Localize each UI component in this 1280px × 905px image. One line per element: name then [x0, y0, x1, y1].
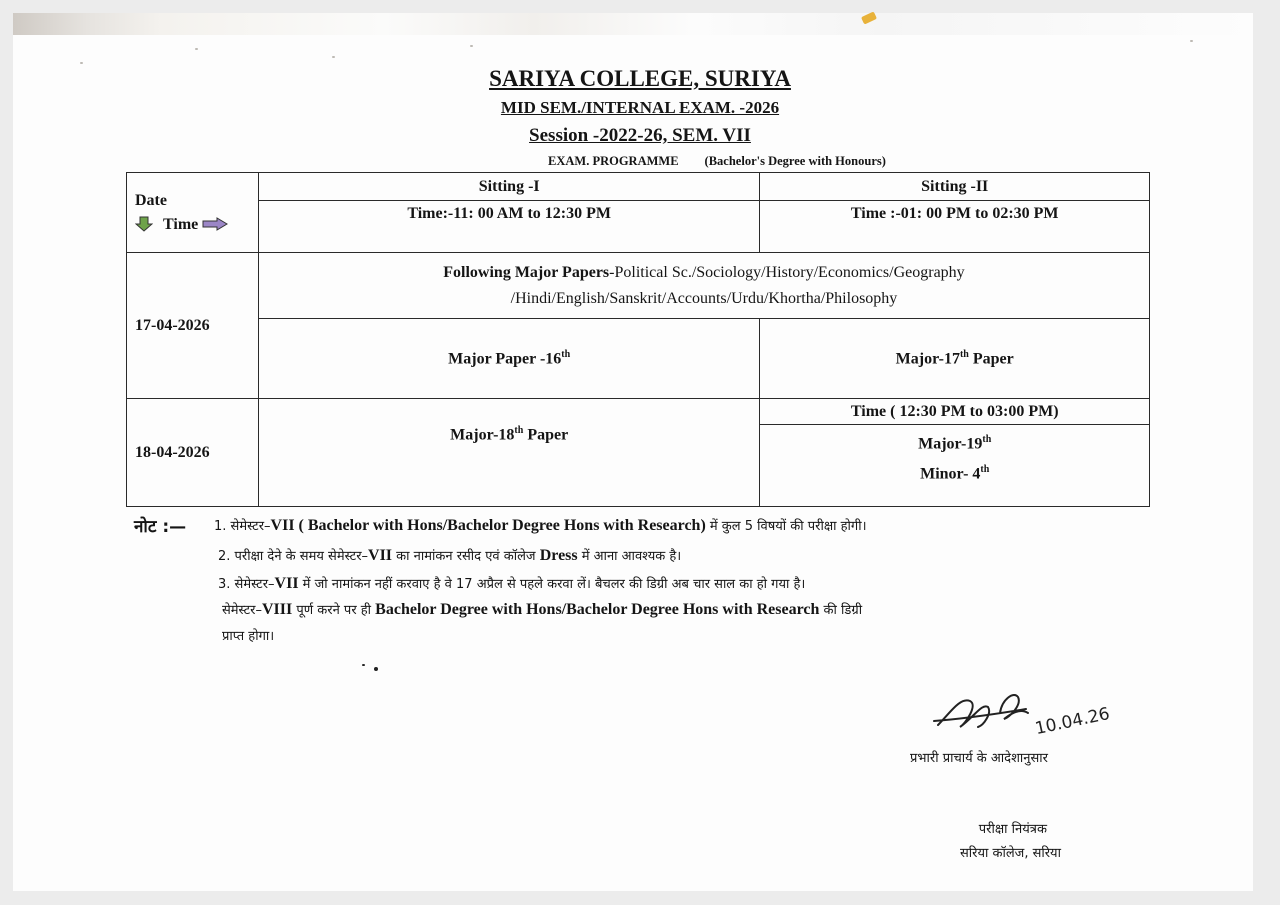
subjects-list-2: /Hindi/English/Sanskrit/Accounts/Urdu/Khortha/Philosophy [510, 289, 898, 307]
paper-17apr-sitting2: Major-17th Paper [760, 319, 1150, 399]
date-header: Date [135, 191, 167, 209]
programme-line [548, 154, 886, 169]
signature-date: 10.04.26 [1033, 703, 1112, 740]
college-name-hindi: सरिया कॉलेज, सरिया [960, 846, 1061, 861]
paper-18apr-sitting2: Major-19th Minor- 4th [760, 425, 1150, 507]
programme-label: EXAM. PROGRAMME [548, 154, 679, 168]
signature [930, 683, 1130, 743]
session-title: Session -2022-26, SEM. VII [529, 125, 751, 146]
arrow-right-icon [202, 217, 228, 231]
note-3-end: प्राप्त होगा। [222, 629, 275, 644]
sitting-2-time: Time :-01: 00 PM to 02:30 PM [760, 201, 1150, 253]
time-header: Time [163, 215, 199, 233]
note-3: 3. सेमेस्टर–VII में जो नामांकन नहीं करवाए है वे 17 अप्रैल से पहले करवा लें। बैचलर की डिग्री अब चार साल का हो गया है। [218, 575, 806, 592]
controller-block [960, 818, 1061, 866]
ink-dot [374, 667, 378, 671]
degree-label: (Bachelor's Degree with Honours) [704, 154, 886, 168]
paper-17apr-sitting1: Major Paper -16th [258, 319, 759, 399]
date-cell-2: 18-04-2026 [127, 399, 259, 507]
sitting-1-header: Sitting -I [258, 173, 759, 201]
subjects-bold: Following Major Papers [443, 263, 610, 281]
note-1: 1. सेमेस्टर–VII ( Bachelor with Hons/Bachelor Degree Hons with Research) में कुल 5 विषयों की परीक्षा होगी। [214, 517, 867, 534]
exam-schedule-table [126, 172, 1150, 507]
sitting-2-header: Sitting -II [760, 173, 1150, 201]
date-cell-1: 17-04-2026 [127, 253, 259, 399]
paper-18apr-sitting1: Major-18th Paper [258, 399, 759, 507]
scan-edge [13, 13, 1253, 35]
sitting-1-time: Time:-11: 00 AM to 12:30 PM [258, 201, 759, 253]
order-line: प्रभारी प्राचार्य के आदेशानुसार [910, 751, 1048, 766]
college-title: SARIYA COLLEGE, SURIYA [489, 66, 791, 91]
note-2: 2. परीक्षा देने के समय सेमेस्टर–VII का नामांकन रसीद एवं कॉलेज Dress में आना आवश्यक है। [218, 547, 682, 564]
note-label: नोट :— [134, 517, 187, 537]
date-time-header [127, 173, 259, 253]
controller-title: परीक्षा नियंत्रक [978, 822, 1047, 837]
exam-title: MID SEM./INTERNAL EXAM. -2026 [500, 98, 780, 117]
arrow-down-icon [135, 216, 153, 232]
subjects-list-1: -Political Sc./Sociology/History/Economics/Geography [609, 263, 965, 281]
time-18apr-sitting2: Time ( 12:30 PM to 03:00 PM) [760, 399, 1150, 425]
subjects-note [258, 253, 1149, 319]
note-3-cont: सेमेस्टर–VIII पूर्ण करने पर ही Bachelor Degree with Hons/Bachelor Degree Hons with Research की डिग्री [222, 601, 863, 618]
ink-dot [362, 664, 365, 666]
